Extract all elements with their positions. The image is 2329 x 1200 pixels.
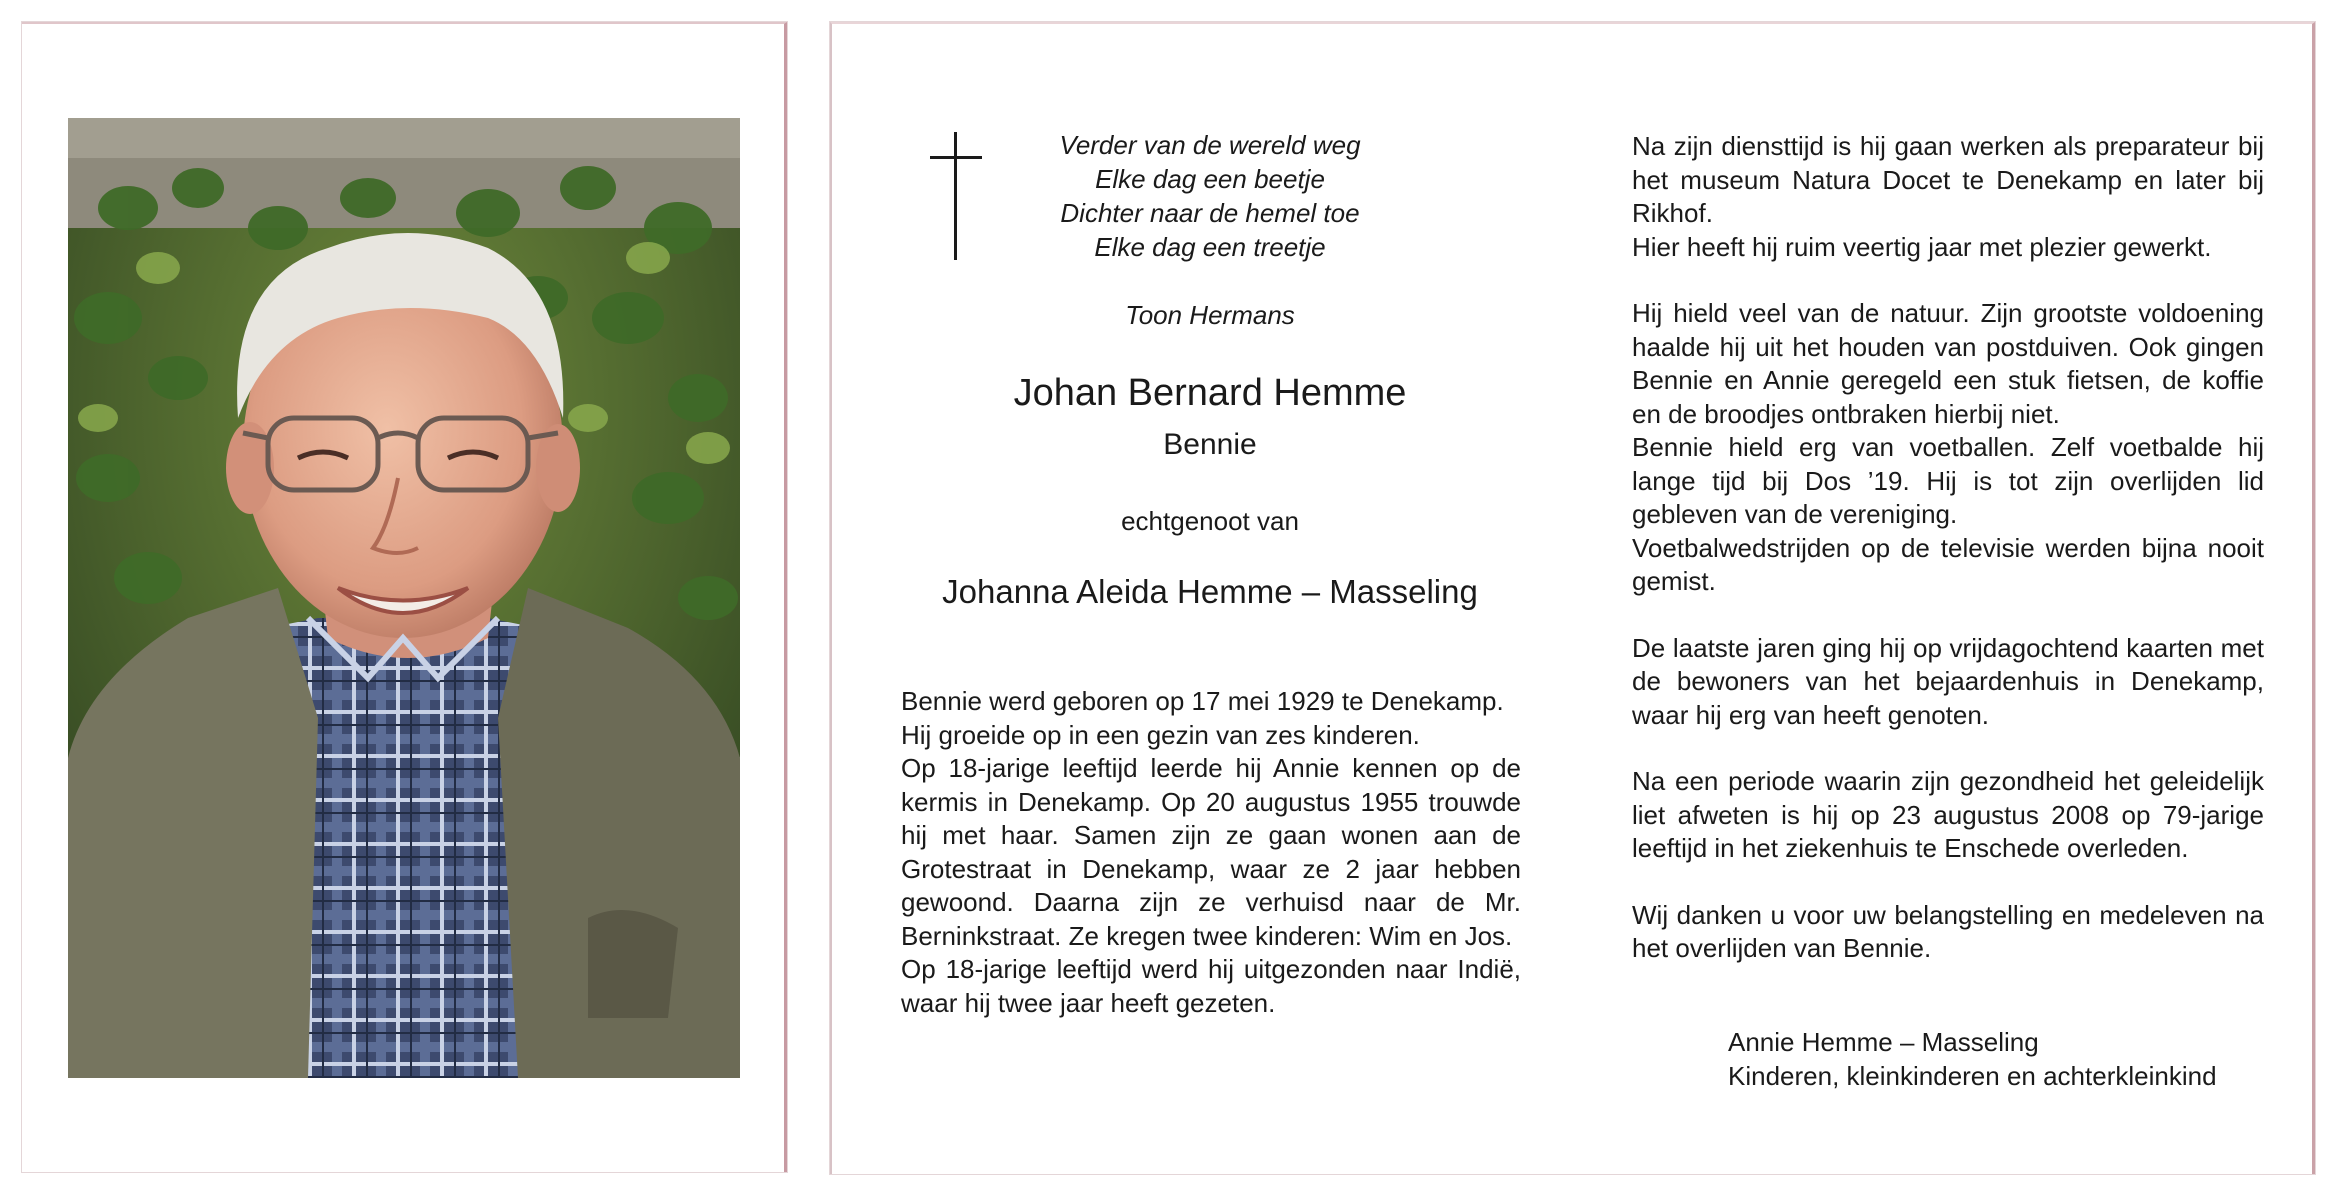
biography-paragraph: Op 18-jarige leeftijd leerde hij Annie kennen op de kermis in Denekamp. Op 20 augustus 1955 trouwde hij met haar. Samen zijn ze gaan wonen aan de Grotestraat in Denekamp, waar ze 2 jaar hebben gewoond. Daarna zijn ze verhuisd naar de Mr. Berninkstraat. Ze kregen twee kinderen: Wim en Jos.	[901, 753, 1521, 951]
biography-paragraph: Voetbalwedstrijden op de televisie werden bijna nooit gemist.	[1632, 532, 2264, 596]
biography-paragraph: Bennie werd geboren op 17 mei 1929 te Denekamp.	[901, 686, 1504, 716]
biography-paragraph: De laatste jaren ging hij op vrijdagochtend kaarten met de bewoners van het bejaardenhuis in Denekamp, waar hij erg van heeft genoten.	[1632, 632, 2264, 730]
biography-paragraph: Op 18-jarige leeftijd werd hij uitgezonden naar Indië, waar hij twee jaar heeft gezeten.	[901, 954, 1521, 1018]
signature-line: Kinderen, kleinkinderen en achterkleinkind	[1728, 1061, 2217, 1091]
portrait-photo	[68, 118, 740, 1078]
biography-paragraph: Na een periode waarin zijn gezondheid het geleidelijk liet afweten is hij op 23 augustus 2008 op 79-jarige leeftijd in het ziekenhuis te Enschede overleden.	[1632, 766, 2264, 863]
poem-line: Elke dag een beetje	[1095, 164, 1325, 194]
poem-line: Dichter naar de hemel toe	[1060, 198, 1360, 228]
poem-line: Elke dag een treetje	[1094, 232, 1326, 262]
poem-line: Verder van de wereld weg	[1059, 130, 1361, 160]
biography-left	[901, 685, 1521, 1020]
poem	[1000, 128, 1420, 264]
biography-paragraph: Hier heeft hij ruim veertig jaar met plezier gewerkt.	[1632, 231, 2212, 262]
thanks-paragraph: Wij danken u voor uw belangstelling en medeleven na het overlijden van Bennie.	[1632, 899, 2264, 963]
biography-paragraph: Na zijn diensttijd is hij gaan werken als preparateur bij het museum Natura Docet te Denekamp en later bij Rikhof.	[1632, 131, 2264, 228]
deceased-nickname: Bennie	[1163, 428, 1257, 461]
cross-icon	[930, 132, 982, 260]
biography-paragraph: Bennie hield erg van voetballen. Zelf voetbalde hij lange tijd bij Dos ’19. Hij is tot zijn overlijden lid gebleven van de vereniging.	[1632, 432, 2264, 529]
biography-paragraph: Hij hield veel van de natuur. Zijn grootste voldoening haalde hij uit het houden van postduiven. Ook gingen Bennie en Annie geregeld een stuk fietsen, de koffie en de broodjes ontbraken hierbij niet.	[1632, 298, 2264, 429]
signature-line: Annie Hemme – Masseling	[1728, 1027, 2039, 1057]
biography-right	[1632, 130, 2264, 966]
relation-label: echtgenoot van	[1121, 506, 1299, 536]
signature	[1728, 1025, 2217, 1093]
deceased-name: Johan Bernard Hemme	[1013, 372, 1407, 414]
spouse-name: Johanna Aleida Hemme – Masseling	[942, 573, 1478, 610]
poem-author: Toon Hermans	[1125, 300, 1295, 330]
biography-paragraph: Hij groeide op in een gezin van zes kinderen.	[901, 719, 1420, 750]
